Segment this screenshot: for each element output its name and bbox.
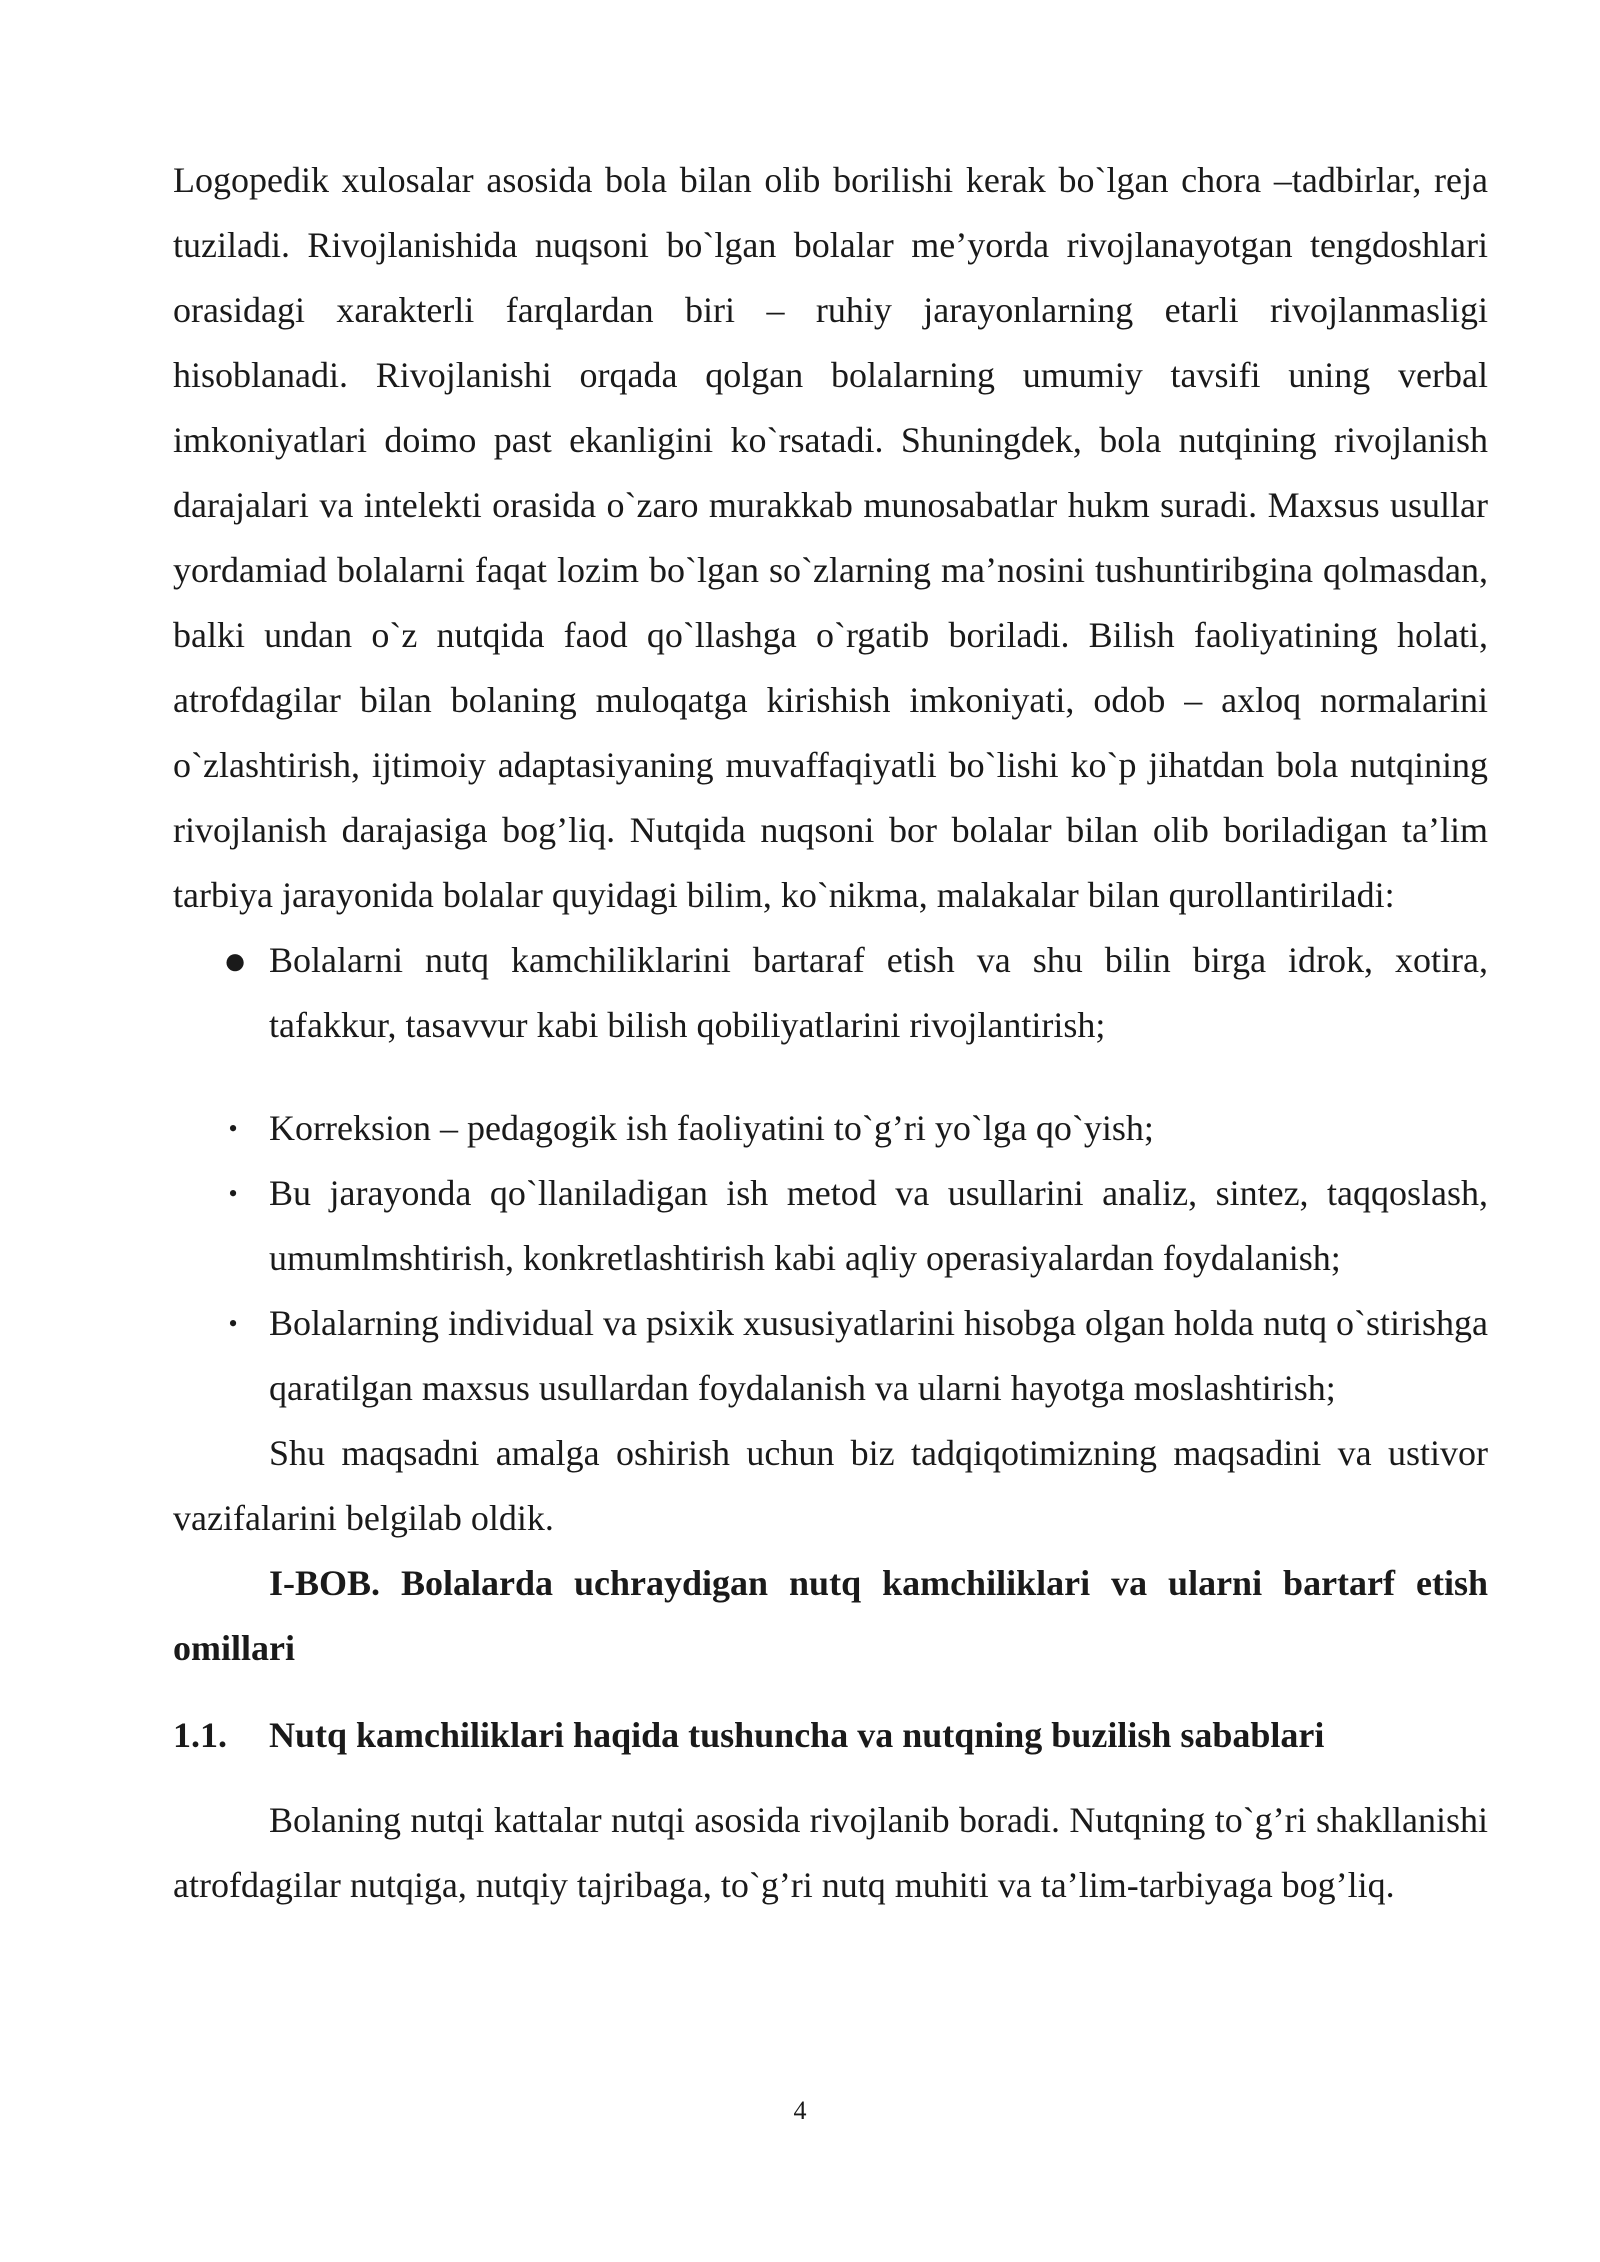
list-item-text: Korreksion – pedagogik ish faoliyatini to`g’ri yo`lga qo`yish; xyxy=(269,1108,1154,1148)
section-title: Nutq kamchiliklari haqida tushuncha va nutqning buzilish sabablari xyxy=(269,1715,1325,1755)
document-page xyxy=(173,148,1488,1918)
bullet-icon: ● xyxy=(223,938,248,983)
list-item xyxy=(173,1291,1488,1421)
list-item-text: Bu jarayonda qo`llaniladigan ish metod va usullarini analiz, sintez, taqqoslash, umumlmshtirish, konkretlashtirish kabi aqliy operasiyalardan foydalanish; xyxy=(269,1173,1488,1278)
section-number: 1.1. xyxy=(173,1715,227,1755)
section-paragraph: Bolaning nutqi kattalar nutqi asosida rivojlanib boradi. Nutqning to`g’ri shakllanishi atrofdagilar nutqiga, nutqiy tajribaga, to`g’ri nutq muhiti va ta’lim-tarbiyaga bog’liq. xyxy=(173,1800,1488,1905)
list-item-text: Bolalarning individual va psixik xususiyatlarini hisobga olgan holda nutq o`stirishga qaratilgan maxsus usullardan foydalanish va ularni hayotga moslashtirish; xyxy=(269,1303,1488,1408)
intro-paragraph: Logopedik xulosalar asosida bola bilan olib borilishi kerak bo`lgan chora –tadbirlar, reja tuziladi. Rivojlanishida nuqsoni bo`lgan bolalar me’yorda rivojlanayotgan tengdoshlari orasidagi xarakterli farqlardan biri – ruhiy jarayonlarning etarli rivojlanmasligi hisoblanadi. Rivojlanishi orqada qolgan bolalarning umumiy tavsifi uning verbal imkoniyatlari doimo past ekanligini ko`rsatadi. Shuningdek, bola nutqining rivojlanish darajalari va intelekti orasida o`zaro murakkab munosabatlar hukm suradi. Maxsus usullar yordamiad bolalarni faqat lozim bo`lgan so`zlarning ma’nosini tushuntiribgina qolmasdan, balki undan o`z nutqida faod qo`llashga o`rgatib boriladi. Bilish faoliyatining holati, atrofdagilar bilan bolaning muloqatga kirishish imkoniyati, odob – axloq normalarini o`zlashtirish, ijtimoiy adaptasiyaning muvaffaqiyatli bo`lishi ko`p jihatdan bola nutqining rivojlanish darajasiga bog’liq. Nutqida nuqsoni bor bolalar bilan olib boriladigan ta’lim tarbiya jarayonida bolalar quyidagi bilim, ko`nikma, malakalar bilan qurollantiriladi: xyxy=(173,160,1488,915)
list-item xyxy=(173,928,1488,1058)
bullet-icon: • xyxy=(228,1179,238,1208)
bullet-icon: • xyxy=(228,1309,238,1338)
skills-list xyxy=(173,928,1488,1421)
page-number: 4 xyxy=(793,2096,807,2125)
list-item-text: Bolalarni nutq kamchiliklarini bartaraf etish va shu bilin birga idrok, xotira, tafakkur, tasavvur kabi bilish qobiliyatlarini rivojlantirish; xyxy=(269,940,1488,1045)
bullet-icon: • xyxy=(228,1114,238,1143)
list-item xyxy=(173,1096,1488,1161)
chapter-heading: I-BOB. Bolalarda uchraydigan nutq kamchiliklari va ularni bartarf etish omillari xyxy=(173,1563,1488,1668)
list-item xyxy=(173,1161,1488,1291)
goal-paragraph: Shu maqsadni amalga oshirish uchun biz tadqiqotimizning maqsadini va ustivor vazifalarini belgilab oldik. xyxy=(173,1433,1488,1538)
section-heading xyxy=(173,1703,1488,1768)
